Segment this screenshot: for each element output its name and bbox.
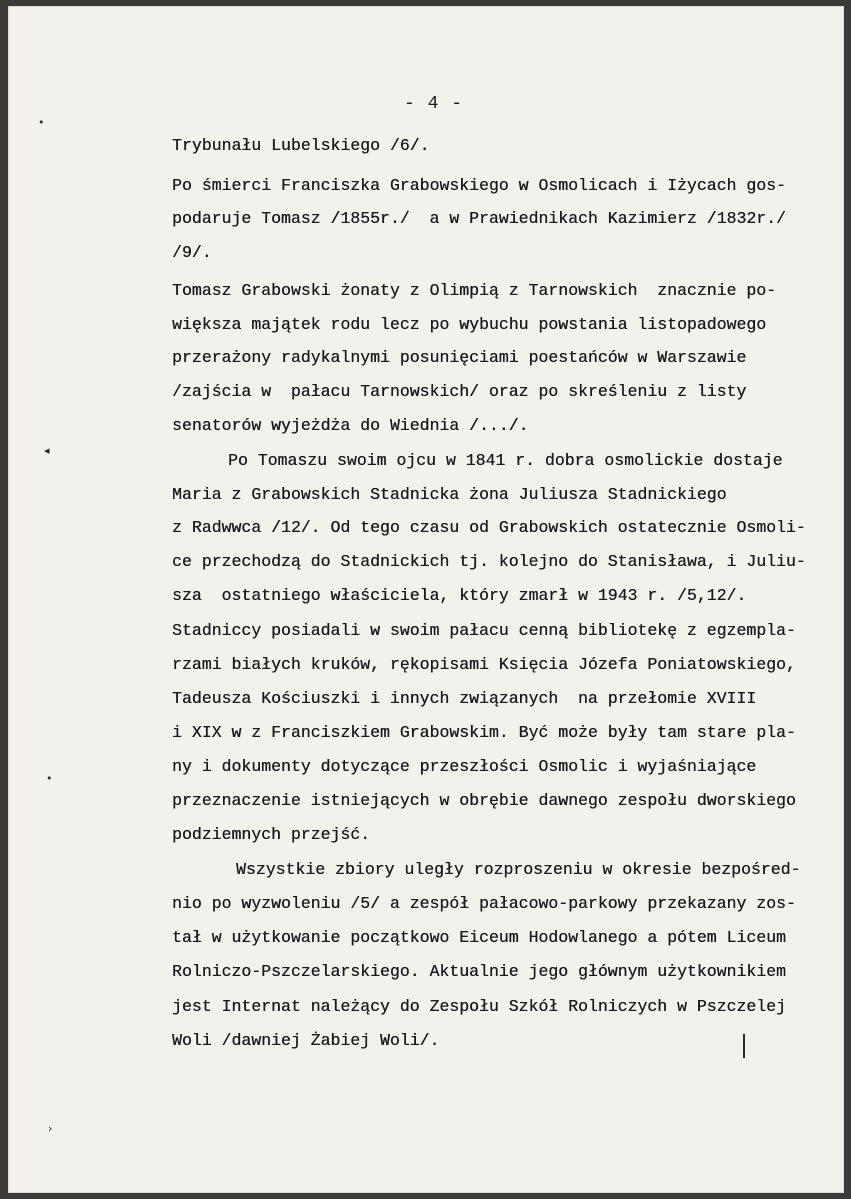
margin-mark-3: • <box>46 772 53 785</box>
text-line-25: Rolniczo-Pszczelarskiego. Aktualnie jego głównym użytkownikiem <box>172 962 786 981</box>
text-line-18: i XIX w z Franciszkiem Grabowskim. Być może były tam stare pla- <box>172 723 796 742</box>
text-line-9: senatorów wyjeżdża do Wiednia /.../. <box>172 416 529 435</box>
text-line-20: przeznaczenie istniejących w obrębie dawnego zespołu dworskiego <box>172 791 796 810</box>
text-line-22: Wszystkie zbiory uległy rozproszeniu w okresie bezpośred- <box>236 860 801 879</box>
document-page <box>8 6 844 1193</box>
text-line-3: podaruje Tomasz /1855r./ a w Prawiednikach Kazimierz /1832r./ <box>172 209 786 228</box>
text-line-16: rzami białych kruków, rękopisami Księcia Józefa Poniatowskiego, <box>172 655 796 674</box>
text-line-6: większa majątek rodu lecz po wybuchu powstania listopadowego <box>172 315 767 334</box>
text-line-23: nio po wyzwoleniu /5/ a zespół pałacowo-parkowy przekazany zos- <box>172 894 796 913</box>
text-line-17: Tadeusza Kościuszki i innych związanych na przełomie XVIII <box>172 689 757 708</box>
margin-mark-2: ◂ <box>44 444 50 457</box>
text-line-26: jest Internat należący do Zespołu Szkół Rolniczych w Pszczelej <box>172 997 786 1016</box>
margin-mark-4: › <box>48 1122 53 1135</box>
margin-mark-1: • <box>38 116 45 129</box>
margin-line <box>743 1034 745 1058</box>
text-line-10: Po Tomaszu swoim ojcu w 1841 r. dobra osmolickie dostaje <box>228 451 783 470</box>
text-line-12: z Radwwca /12/. Od tego czasu od Grabowskich ostatecznie Osmoli- <box>172 518 806 537</box>
text-line-13: ce przechodzą do Stadnickich tj. kolejno do Stanisława, i Juliu- <box>172 552 806 571</box>
text-line-21: podziemnych przejść. <box>172 825 371 844</box>
text-line-5: Tomasz Grabowski żonaty z Olimpią z Tarnowskich znacznie po- <box>172 281 776 300</box>
text-line-2: Po śmierci Franciszka Grabowskiego w Osmolicach i Iżycach gos- <box>172 176 786 195</box>
text-line-7: przerażony radykalnymi posunięciami poestańców w Warszawie <box>172 348 747 367</box>
text-line-11: Maria z Grabowskich Stadnicka żona Juliusza Stadnickiego <box>172 485 727 504</box>
text-line-4: /9/. <box>172 243 212 262</box>
text-line-14: sza ostatniego właściciela, który zmarł w 1943 r. /5,12/. <box>172 586 747 605</box>
text-line-27: Woli /dawniej Żabiej Woli/. <box>172 1031 440 1050</box>
text-line-1: Trybunału Lubelskiego /6/. <box>172 136 430 155</box>
text-line-19: ny i dokumenty dotyczące przeszłości Osmolic i wyjaśniające <box>172 757 757 776</box>
text-line-15: Stadniccy posiadali w swoim pałacu cenną bibliotekę z egzempla- <box>172 621 796 640</box>
text-line-8: /zajścia w pałacu Tarnowskich/ oraz po skreśleniu z listy <box>172 382 747 401</box>
page-number: - 4 - <box>404 94 464 114</box>
text-line-24: tał w użytkowanie początkowo Eiceum Hodowlanego a pótem Liceum <box>172 928 786 947</box>
